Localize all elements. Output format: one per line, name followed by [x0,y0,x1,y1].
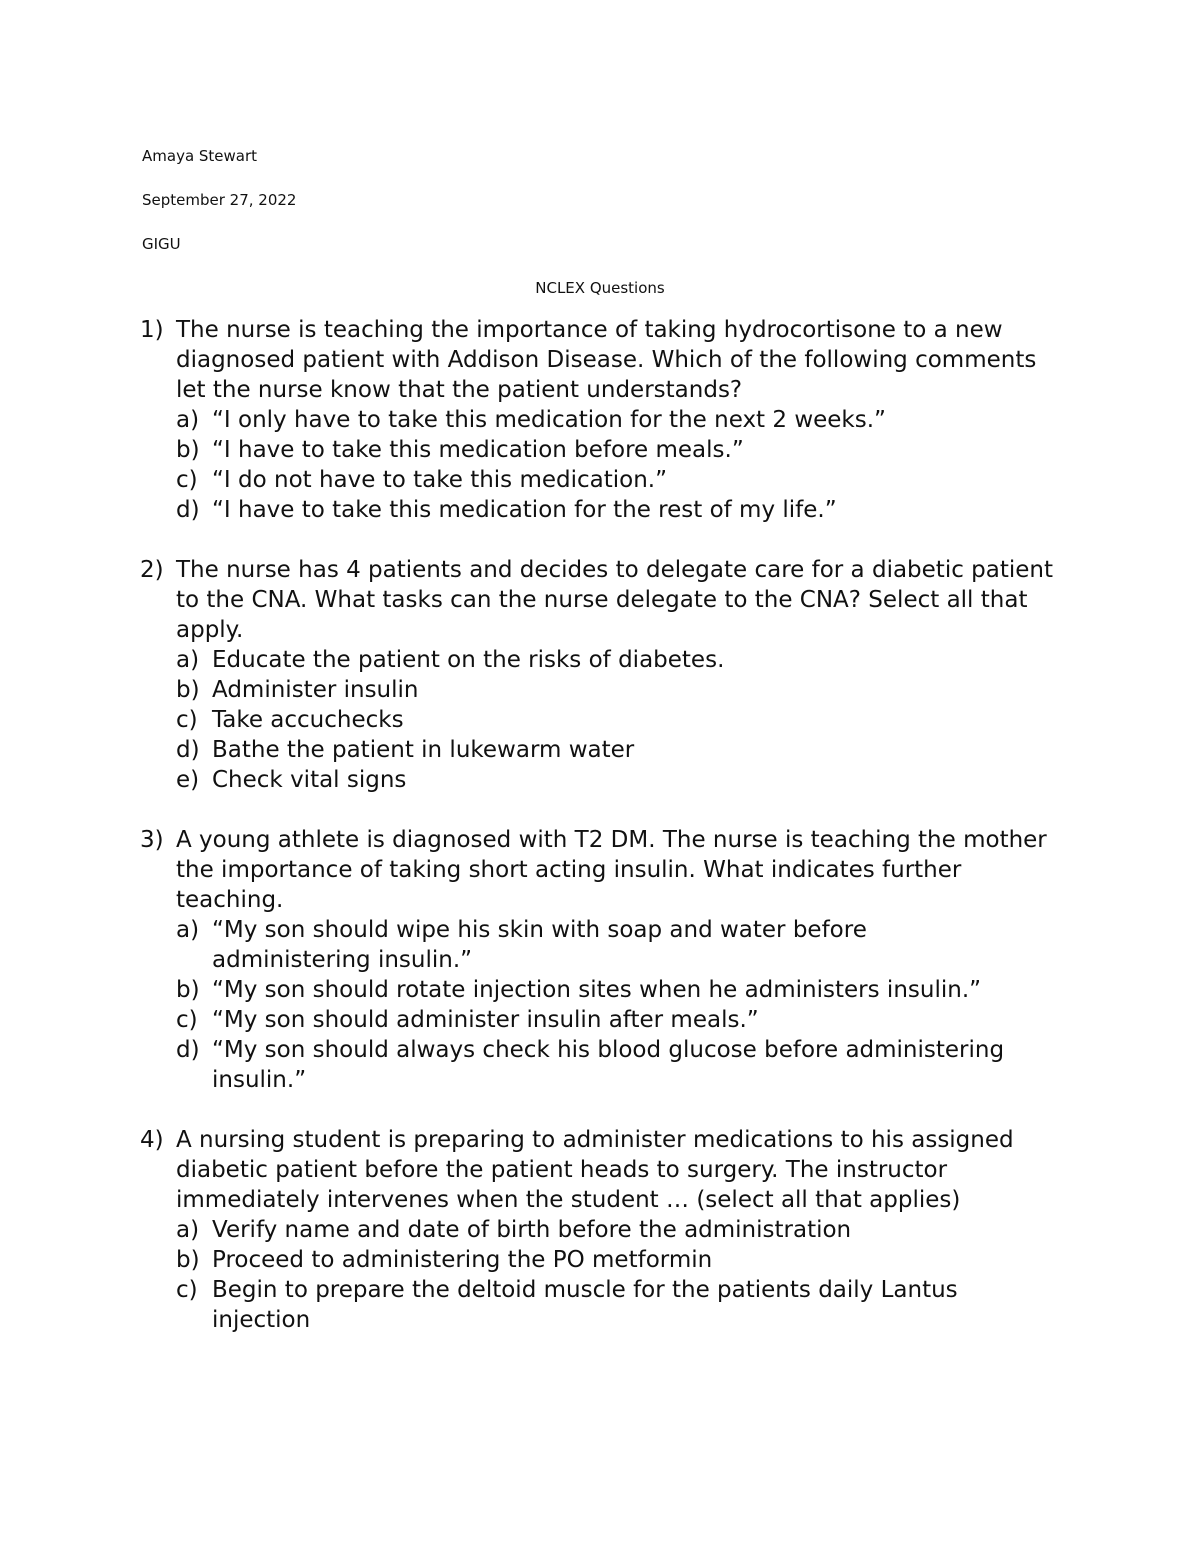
option-text: “I only have to take this medication for the next 2 weeks.” [212,407,886,433]
author-name: Amaya Stewart [142,147,258,165]
question-3 [0,825,1200,1095]
option-letter: a) [176,917,200,943]
option-text: “My son should rotate injection sites when he administers insulin.” [212,977,982,1003]
option-letter: b) [176,677,200,703]
option-letter: d) [176,497,200,523]
question-number: 2) [140,557,164,583]
option-letter: e) [176,767,200,793]
option-letter: a) [176,407,200,433]
option-text: Check vital signs [212,767,407,793]
answer-option [176,1275,1200,1335]
question-text: The nurse is teaching the importance of taking hydrocortisone to a new diagnosed patient with Addison Disease. Which of the following comments let the nurse know that the patient understands? [176,317,1037,403]
answer-option [176,1035,1200,1095]
answer-option [176,765,1200,795]
option-letter: a) [176,647,200,673]
option-letter: b) [176,437,200,463]
option-letter: c) [176,1277,198,1303]
answer-option [176,1245,1200,1275]
course-code: GIGU [142,235,181,253]
answer-option [176,1215,1200,1245]
answer-option [176,405,1200,435]
option-letter: d) [176,737,200,763]
question-text: A young athlete is diagnosed with T2 DM. The nurse is teaching the mother the importance of taking short acting insulin. What indicates further teaching. [176,827,1047,913]
question-2 [0,555,1200,795]
option-text: Verify name and date of birth before the administration [212,1217,852,1243]
answer-option [176,465,1200,495]
option-text: Administer insulin [212,677,419,703]
answer-option [176,735,1200,765]
question-text: The nurse has 4 patients and decides to delegate care for a diabetic patient to the CNA. What tasks can the nurse delegate to the CNA? Select all that apply. [176,557,1054,643]
answer-option [176,435,1200,465]
question-text: A nursing student is preparing to administer medications to his assigned diabetic patient before the patient heads to surgery. The instructor immediately intervenes when the student … (select all that applies) [176,1127,1014,1213]
answer-option [176,975,1200,1005]
answer-option [176,705,1200,735]
option-letter: b) [176,977,200,1003]
answer-option [176,1005,1200,1035]
question-number: 4) [140,1127,164,1153]
question-4 [0,1125,1200,1335]
answer-option [176,915,1200,975]
question-1 [0,315,1200,525]
option-text: “My son should wipe his skin with soap and water before administering insulin.” [212,917,867,973]
option-text: Educate the patient on the risks of diabetes. [212,647,725,673]
option-letter: c) [176,1007,198,1033]
question-list [0,315,1200,1365]
option-letter: c) [176,707,198,733]
option-letter: c) [176,467,198,493]
question-number: 1) [140,317,164,343]
option-text: “My son should administer insulin after meals.” [212,1007,759,1033]
document-title: NCLEX Questions [535,279,665,297]
option-text: Proceed to administering the PO metformin [212,1247,713,1273]
option-text: Bathe the patient in lukewarm water [212,737,635,763]
option-letter: d) [176,1037,200,1063]
option-text: “I do not have to take this medication.” [212,467,668,493]
question-number: 3) [140,827,164,853]
option-text: Begin to prepare the deltoid muscle for the patients daily Lantus injection [212,1277,958,1333]
document-date: September 27, 2022 [142,191,297,209]
option-letter: a) [176,1217,200,1243]
option-text: Take accuchecks [212,707,404,733]
answer-option [176,645,1200,675]
option-text: “I have to take this medication before meals.” [212,437,744,463]
answer-option [176,495,1200,525]
option-letter: b) [176,1247,200,1273]
option-text: “My son should always check his blood glucose before administering insulin.” [212,1037,1005,1093]
option-text: “I have to take this medication for the rest of my life.” [212,497,837,523]
answer-option [176,675,1200,705]
